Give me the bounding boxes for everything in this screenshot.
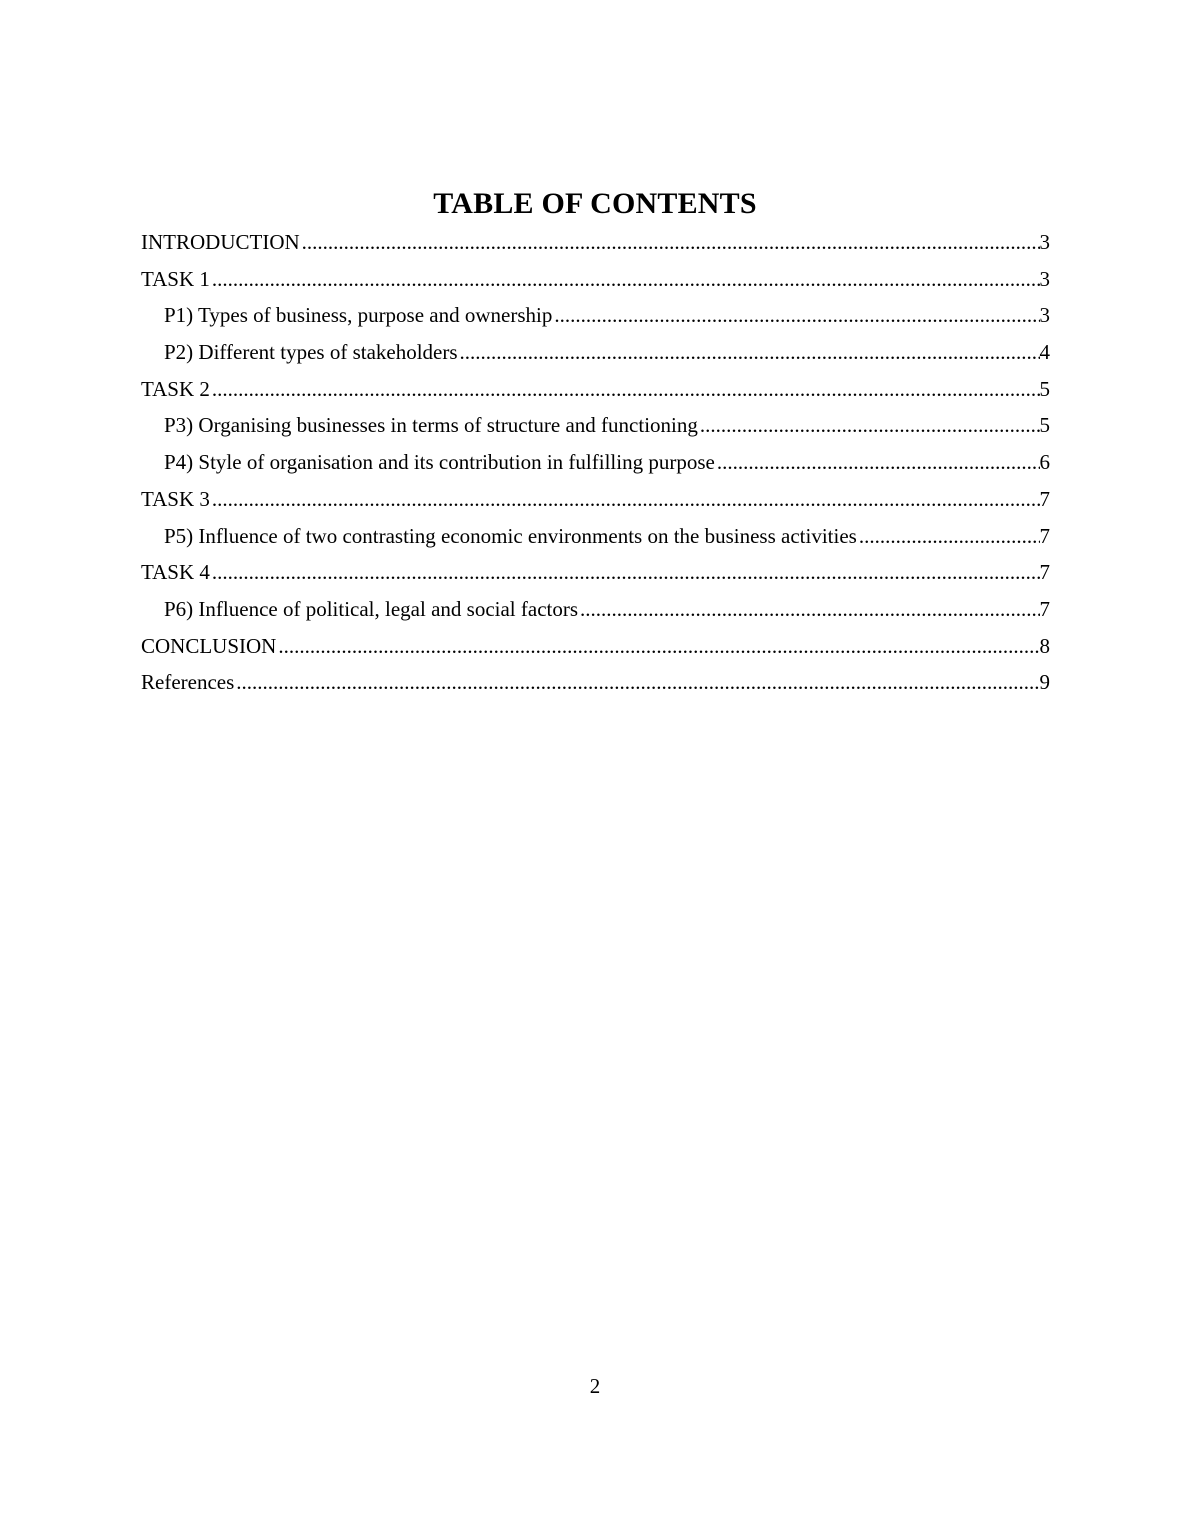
toc-entry-task-2[interactable] <box>141 371 1050 408</box>
toc-dot-leader <box>212 481 1040 518</box>
toc-entry-task-3[interactable] <box>141 481 1050 518</box>
toc-dot-leader <box>212 554 1040 591</box>
toc-dot-leader <box>212 261 1040 298</box>
toc-entry-page: 7 <box>1039 560 1050 585</box>
toc-dot-leader <box>717 444 1040 481</box>
toc-entry-label: TASK 3 <box>141 486 210 511</box>
toc-dot-leader <box>460 334 1040 371</box>
toc-entry-conclusion[interactable] <box>141 628 1050 665</box>
toc-entry-label: P1) Types of business, purpose and ownership <box>164 303 553 328</box>
toc-entry-page: 3 <box>1039 266 1050 291</box>
toc-entry-label: P5) Influence of two contrasting economic environments on the business activities <box>164 523 857 548</box>
toc-entry-label: CONCLUSION <box>141 633 277 658</box>
toc-entry-label: TASK 2 <box>141 376 210 401</box>
toc-entry-p6[interactable] <box>141 591 1050 628</box>
toc-dot-leader <box>278 628 1039 665</box>
toc-entry-page: 9 <box>1039 670 1050 695</box>
toc-entry-p5[interactable] <box>141 518 1050 555</box>
toc-entry-label: References <box>141 670 235 695</box>
toc-dot-leader <box>302 224 1040 261</box>
toc-entry-page: 7 <box>1039 486 1050 511</box>
toc-entry-page: 8 <box>1039 633 1050 658</box>
toc-dot-leader <box>236 664 1039 701</box>
toc-entry-task-4[interactable] <box>141 554 1050 591</box>
toc-entry-p2[interactable] <box>141 334 1050 371</box>
toc-entry-p1[interactable] <box>141 297 1050 334</box>
toc-entry-page: 3 <box>1039 303 1050 328</box>
toc-entry-page: 3 <box>1039 230 1050 254</box>
toc-entry-task-1[interactable] <box>141 261 1050 298</box>
toc-entry-label: P3) Organising businesses in terms of structure and functioning <box>164 413 698 438</box>
toc-entry-page: 7 <box>1039 523 1050 548</box>
toc-entry-label: P6) Influence of political, legal and social factors <box>164 596 579 621</box>
toc-entry-label: TASK 4 <box>141 560 210 585</box>
toc-entry-page: 5 <box>1039 413 1050 438</box>
toc-entry-page: 7 <box>1039 596 1050 621</box>
toc-entry-label: P2) Different types of stakeholders <box>164 340 458 365</box>
toc-entry-page: 6 <box>1039 450 1050 475</box>
toc-entry-introduction[interactable] <box>141 224 1050 261</box>
toc-dot-leader <box>700 407 1040 444</box>
toc-entry-label: TASK 1 <box>141 266 210 291</box>
table-of-contents <box>141 224 1050 701</box>
toc-entry-page: 4 <box>1039 340 1050 365</box>
toc-entry-p3[interactable] <box>141 407 1050 444</box>
toc-dot-leader <box>580 591 1039 628</box>
page-title: TABLE OF CONTENTS <box>433 187 757 220</box>
toc-entry-label: P4) Style of organisation and its contribution in fulfilling purpose <box>164 450 715 475</box>
toc-entry-references[interactable] <box>141 664 1050 701</box>
toc-entry-label: INTRODUCTION <box>141 230 300 254</box>
toc-dot-leader <box>554 297 1039 334</box>
toc-entry-page: 5 <box>1039 376 1050 401</box>
page-number: 2 <box>589 1374 601 1398</box>
toc-dot-leader <box>859 518 1040 555</box>
toc-entry-p4[interactable] <box>141 444 1050 481</box>
toc-dot-leader <box>212 371 1040 408</box>
